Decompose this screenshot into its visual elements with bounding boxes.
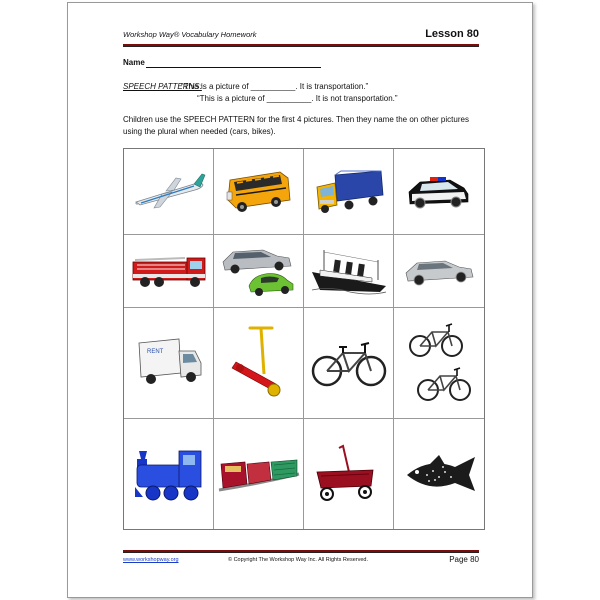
speech-patterns-label: SPEECH PATTERNS: (123, 82, 202, 91)
header-title: Workshop Way® Vocabulary Homework (123, 30, 257, 39)
cars-picture (214, 235, 304, 308)
wagon-picture (304, 419, 394, 529)
speech-pattern-2: “This is a picture of __________. It is not transportation.” (197, 94, 398, 103)
fire-truck-picture (124, 235, 214, 308)
bicycle-picture (304, 308, 394, 419)
name-blank-line (146, 67, 321, 68)
page-header (123, 28, 479, 42)
website-link[interactable]: www.workshopway.org (123, 557, 179, 563)
header-rule (123, 44, 479, 47)
train-engine-picture (124, 419, 214, 529)
police-car-picture (394, 149, 484, 235)
school-bus-picture (214, 149, 304, 235)
page-number: Page 80 (449, 555, 479, 564)
bicycles-picture (394, 308, 484, 419)
fish-picture (394, 419, 484, 529)
copyright-text: © Copyright The Workshop Way Inc. All Rights Reserved. (228, 557, 368, 563)
instructions: Children use the SPEECH PATTERN for the first 4 pictures. Then they name the on other pictures using the plural when needed (cars, bikes). (123, 115, 469, 136)
ship-picture (304, 235, 394, 308)
airplane-picture (124, 149, 214, 235)
name-label: Name (123, 58, 145, 67)
scooter-picture (214, 308, 304, 419)
speech-pattern-1: “This is a picture of __________. It is transportation.” (181, 82, 369, 91)
svg-text:RENT: RENT (146, 349, 163, 355)
lesson-number: Lesson 80 (425, 28, 479, 40)
picture-grid (123, 148, 485, 530)
train-picture (214, 419, 304, 529)
worksheet-page (67, 2, 533, 598)
footer-rule (123, 550, 479, 553)
car-picture (394, 235, 484, 308)
delivery-truck-picture (124, 308, 214, 419)
truck-picture (304, 149, 394, 235)
